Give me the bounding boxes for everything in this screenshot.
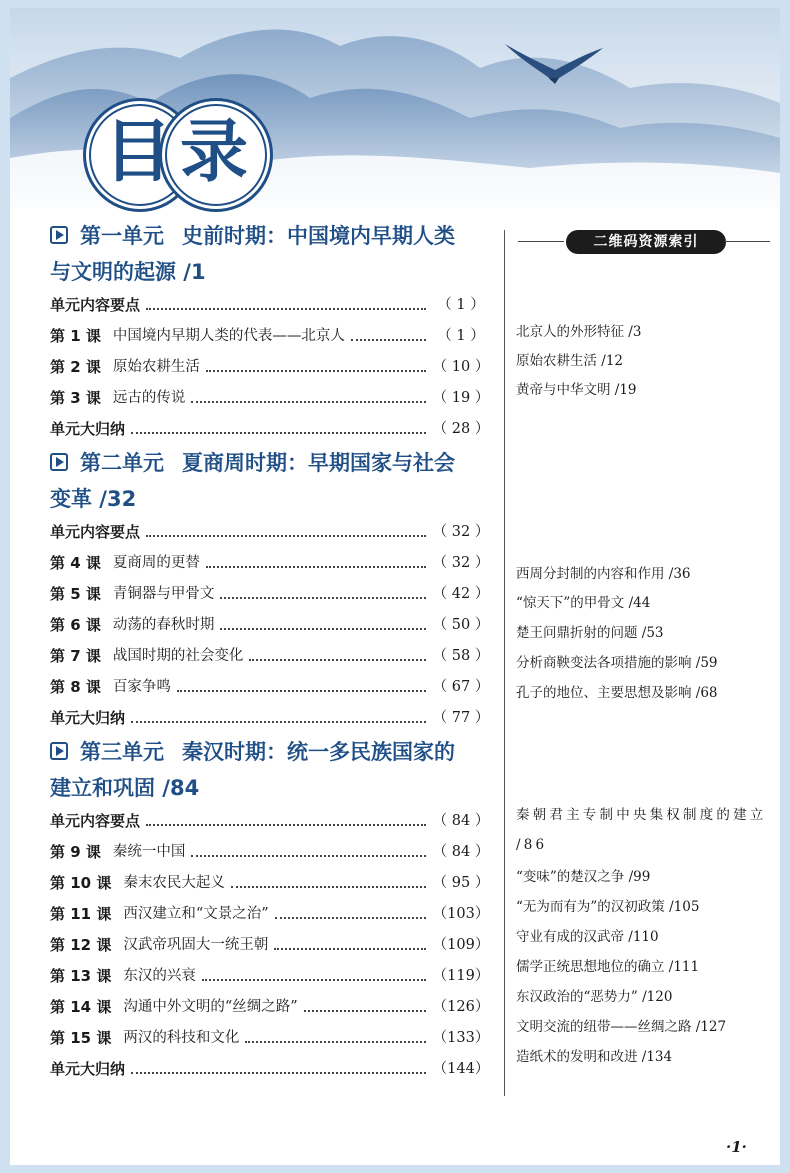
- unit-heading[interactable]: [50, 734, 490, 806]
- qr-resource-link[interactable]: 原始农耕生活 /12: [516, 353, 624, 369]
- lesson-title: 东汉的兴衰: [123, 968, 196, 984]
- qr-resource-link[interactable]: “变味”的楚汉之争 /99: [516, 869, 651, 885]
- leader-dots: [146, 824, 426, 826]
- lesson-number: 第 10 课: [50, 874, 112, 892]
- row-page: （ 67 ）: [432, 679, 490, 695]
- row-page: （126）: [432, 999, 490, 1015]
- toc-row[interactable]: [50, 992, 490, 1023]
- row-page: （ 28 ）: [432, 421, 490, 437]
- row-label: 单元内容要点: [50, 523, 141, 541]
- page-title: [89, 104, 263, 204]
- leader-dots: [131, 1072, 426, 1074]
- lesson-number: 第 4 课: [50, 554, 101, 572]
- row-label: 单元内容要点: [50, 812, 141, 830]
- arrow-right-icon: [50, 453, 68, 471]
- leader-dots: [206, 566, 426, 568]
- toc-row[interactable]: [50, 383, 490, 414]
- row-page: （119）: [432, 968, 490, 984]
- row-label: 单元大归纳: [50, 1060, 126, 1078]
- row-page: （ 42 ）: [432, 586, 490, 602]
- lesson-title: 沟通中外文明的“丝绸之路”: [123, 999, 298, 1015]
- qr-resource-link[interactable]: 东汉政治的“恶势力” /120: [516, 989, 673, 1005]
- toc-row[interactable]: [50, 672, 490, 703]
- unit-title-cont: 建立和巩固 /84: [50, 776, 200, 800]
- unit-title-cont: 变革 /32: [50, 487, 137, 511]
- toc-row[interactable]: [50, 321, 490, 352]
- toc-row[interactable]: [50, 579, 490, 610]
- lesson-number: 第 2 课: [50, 358, 101, 376]
- lesson-title: 汉武帝巩固大一统王朝: [123, 937, 269, 953]
- unit-heading[interactable]: [50, 445, 490, 517]
- qr-resource-link[interactable]: 楚王问鼎折射的问题 /53: [516, 625, 664, 641]
- unit-title: 秦汉时期：统一多民族国家的: [182, 740, 455, 764]
- lesson-title: 远古的传说: [112, 390, 186, 406]
- leader-dots: [206, 370, 426, 372]
- leader-dots: [202, 979, 426, 981]
- toc-row[interactable]: [50, 641, 490, 672]
- page: [10, 8, 780, 1165]
- toc-row[interactable]: [50, 868, 490, 899]
- unit-3: [50, 734, 490, 1085]
- lesson-number: 第 13 课: [50, 967, 112, 985]
- lesson-title: 秦统一中国: [112, 844, 186, 860]
- lesson-number: 第 7 课: [50, 647, 101, 665]
- qr-header-label: 二维码资源索引: [566, 230, 726, 254]
- qr-resource-link[interactable]: 儒学正统思想地位的确立 /111: [516, 959, 700, 975]
- qr-resource-link[interactable]: 分析商鞅变法各项措施的影响 /59: [516, 655, 718, 671]
- unit-1: [50, 218, 490, 445]
- qr-resource-link[interactable]: 秦朝君主专制中央集权制度的建立 /86: [516, 807, 767, 853]
- arrow-right-icon: [50, 226, 68, 244]
- unit-label: 第三单元: [80, 740, 164, 764]
- leader-dots: [304, 1010, 426, 1012]
- row-page: （ 19 ）: [432, 390, 490, 406]
- toc-row[interactable]: [50, 899, 490, 930]
- leader-dots: [275, 917, 426, 919]
- toc-row[interactable]: [50, 961, 490, 992]
- qr-resource-link[interactable]: 西周分封制的内容和作用 /36: [516, 566, 691, 582]
- qr-resource-header: [510, 230, 772, 254]
- title-char: 目: [103, 113, 172, 192]
- lesson-title: 中国境内早期人类的代表——北京人: [112, 328, 345, 344]
- qr-resource-link[interactable]: 黄帝与中华文明 /19: [516, 382, 637, 398]
- lesson-number: 第 3 课: [50, 389, 101, 407]
- leader-dots: [274, 948, 426, 950]
- leader-dots: [249, 659, 426, 661]
- lesson-number: 第 8 课: [50, 678, 101, 696]
- lesson-title: 动荡的春秋时期: [112, 617, 215, 633]
- toc-row[interactable]: [50, 1054, 490, 1085]
- lesson-title: 两汉的科技和文化: [123, 1030, 240, 1046]
- row-page: （ 58 ）: [432, 648, 490, 664]
- qr-resource-link[interactable]: “惊天下”的甲骨文 /44: [516, 595, 651, 611]
- lesson-number: 第 11 课: [50, 905, 112, 923]
- row-page: （144）: [432, 1061, 490, 1077]
- toc-row[interactable]: [50, 930, 490, 961]
- lesson-title: 青铜器与甲骨文: [112, 586, 215, 602]
- row-label: 单元大归纳: [50, 709, 126, 727]
- unit-2: [50, 445, 490, 734]
- lesson-number: 第 12 课: [50, 936, 112, 954]
- table-of-contents: [50, 218, 490, 1085]
- toc-row[interactable]: [50, 548, 490, 579]
- column-divider: [504, 230, 505, 1096]
- qr-resource-link[interactable]: 造纸术的发明和改进 /134: [516, 1049, 673, 1065]
- qr-resource-link[interactable]: 北京人的外形特征 /3: [516, 324, 642, 340]
- row-page: （109）: [432, 937, 490, 953]
- row-page: （ 95 ）: [432, 875, 490, 891]
- leader-dots: [146, 535, 426, 537]
- lesson-number: 第 5 课: [50, 585, 101, 603]
- leader-dots: [220, 597, 426, 599]
- row-page: （ 77 ）: [432, 710, 490, 726]
- page-number: ·1·: [726, 1138, 747, 1156]
- lesson-title: 原始农耕生活: [112, 359, 200, 375]
- leader-dots: [191, 855, 426, 857]
- row-page: （133）: [432, 1030, 490, 1046]
- lesson-number: 第 15 课: [50, 1029, 112, 1047]
- lesson-number: 第 6 课: [50, 616, 101, 634]
- row-page: （ 1 ）: [437, 297, 485, 313]
- unit-title: 史前时期：中国境内早期人类: [182, 224, 455, 248]
- toc-row[interactable]: [50, 352, 490, 383]
- row-page: （ 84 ）: [432, 844, 490, 860]
- title-char: 录: [179, 113, 248, 192]
- row-page: （ 84 ）: [432, 813, 490, 829]
- qr-resource-link[interactable]: 孔子的地位、主要思想及影响 /68: [516, 685, 718, 701]
- unit-title: 夏商周时期：早期国家与社会: [182, 451, 455, 475]
- row-page: （ 50 ）: [432, 617, 490, 633]
- toc-row[interactable]: [50, 414, 490, 445]
- toc-row[interactable]: [50, 517, 490, 548]
- row-page: （ 10 ）: [432, 359, 490, 375]
- qr-resource-link[interactable]: 守业有成的汉武帝 /110: [516, 929, 659, 945]
- header-rule: [724, 241, 770, 242]
- row-label: 单元大归纳: [50, 420, 126, 438]
- leader-dots: [220, 628, 426, 630]
- leader-dots: [177, 690, 426, 692]
- toc-row[interactable]: [50, 610, 490, 641]
- toc-row[interactable]: [50, 806, 490, 837]
- lesson-number: 第 14 课: [50, 998, 112, 1016]
- lesson-title: 百家争鸣: [112, 679, 171, 695]
- unit-heading[interactable]: [50, 218, 490, 290]
- row-label: 单元内容要点: [50, 296, 141, 314]
- leader-dots: [231, 886, 426, 888]
- arrow-right-icon: [50, 742, 68, 760]
- toc-row[interactable]: [50, 703, 490, 734]
- row-page: （103）: [432, 906, 490, 922]
- leader-dots: [131, 721, 426, 723]
- lesson-number: 第 1 课: [50, 327, 101, 345]
- unit-label: 第二单元: [80, 451, 164, 475]
- toc-row[interactable]: [50, 837, 490, 868]
- leader-dots: [191, 401, 426, 403]
- lesson-title: 战国时期的社会变化: [112, 648, 244, 664]
- row-page: （ 32 ）: [432, 524, 490, 540]
- row-page: （ 32 ）: [432, 555, 490, 571]
- leader-dots: [351, 339, 426, 341]
- toc-row[interactable]: [50, 1023, 490, 1054]
- lesson-title: 夏商周的更替: [112, 555, 200, 571]
- row-page: （ 1 ）: [437, 328, 485, 344]
- toc-row[interactable]: [50, 290, 490, 321]
- lesson-number: 第 9 课: [50, 843, 101, 861]
- unit-title-cont: 与文明的起源 /1: [50, 260, 206, 284]
- lesson-title: 西汉建立和“文景之治”: [123, 906, 269, 922]
- qr-resource-link[interactable]: “无为而有为”的汉初政策 /105: [516, 899, 700, 915]
- unit-label: 第一单元: [80, 224, 164, 248]
- qr-resource-link[interactable]: 文明交流的纽带——丝绸之路 /127: [516, 1019, 727, 1035]
- lesson-title: 秦末农民大起义: [123, 875, 225, 891]
- leader-dots: [131, 432, 426, 434]
- header-rule: [518, 241, 564, 242]
- leader-dots: [146, 308, 426, 310]
- leader-dots: [245, 1041, 426, 1043]
